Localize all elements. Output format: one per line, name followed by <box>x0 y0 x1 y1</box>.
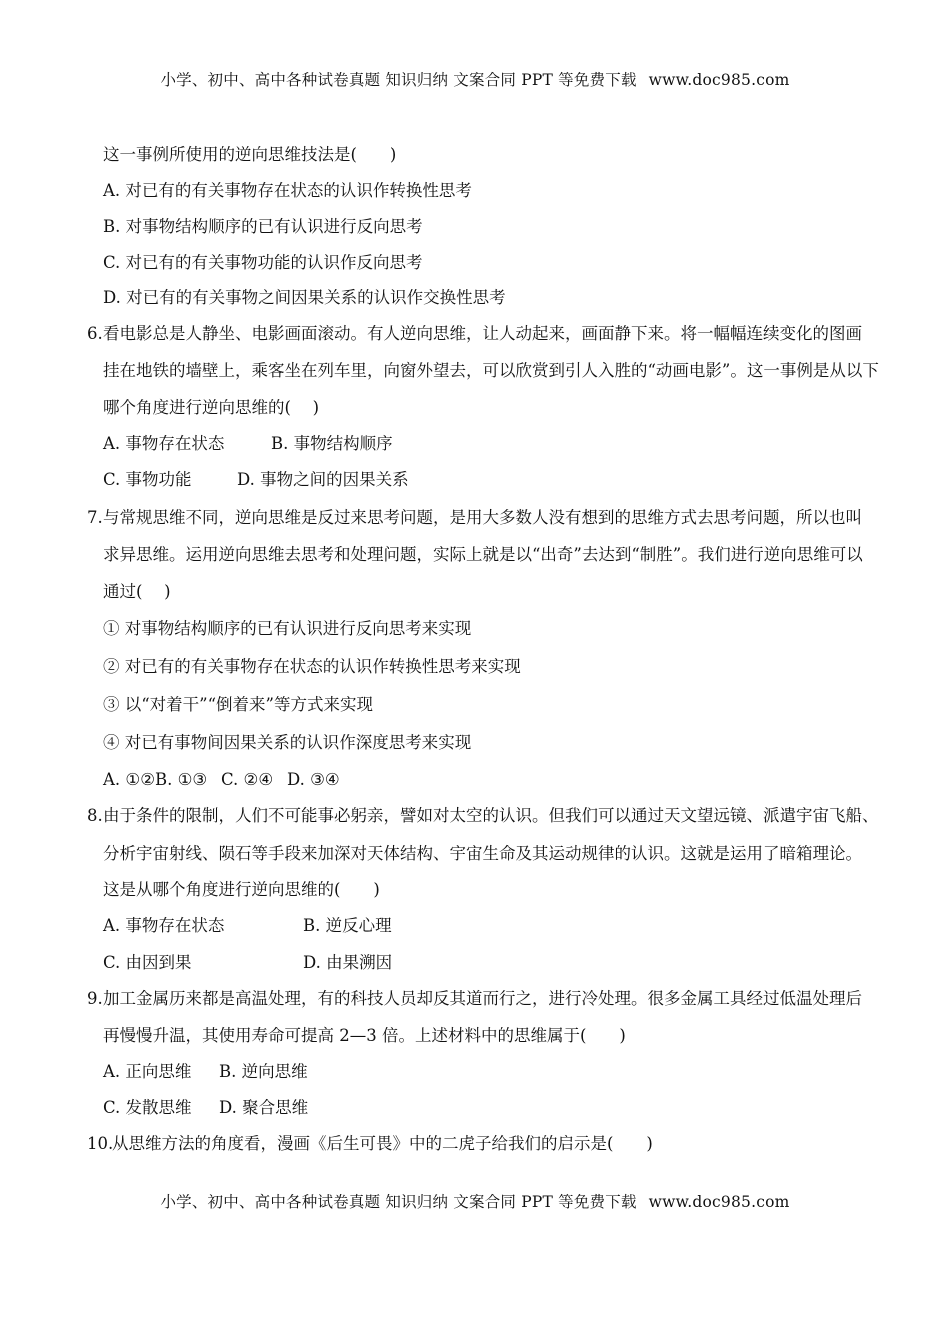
q6-line-2: 挂在地铁的墙壁上，乘客坐在列车里，向窗外望去，可以欣赏到引人入胜的“动画电影”。这一事例是从以下 <box>103 361 879 380</box>
q9-number: 9. <box>87 989 103 1008</box>
q9-option-a: A. 正向思维 <box>103 1062 192 1081</box>
q6-number: 6. <box>87 324 103 343</box>
q8-option-a: A. 事物存在状态 <box>103 916 225 935</box>
q7-item-1: ① 对事物结构顺序的已有认识进行反向思考来实现 <box>103 619 472 638</box>
q5-option-b: B. 对事物结构顺序的已有认识进行反向思考 <box>103 217 423 236</box>
q5-stem: 这一事例所使用的逆向思维技法是( ) <box>103 145 397 164</box>
q7-option-b: B. ①③ <box>155 770 208 789</box>
q6-line-1: 看电影总是人静坐、电影画面滚动。有人逆向思维，让人动起来，画面静下来。将一幅幅连续变化的图画 <box>103 324 862 343</box>
q7-option-c: C. ②④ <box>221 770 274 789</box>
q7-number: 7. <box>87 508 103 527</box>
header-text: 小学、初中、高中各种试卷真题 知识归纳 文案合同 PPT 等免费下载 <box>160 71 637 89</box>
page-footer <box>0 1190 950 1212</box>
q8-line-3: 这是从哪个角度进行逆向思维的( ) <box>103 880 380 899</box>
q6-option-c: C. 事物功能 <box>103 470 192 489</box>
footer-text: 小学、初中、高中各种试卷真题 知识归纳 文案合同 PPT 等免费下载 <box>160 1193 637 1211</box>
q8-line-1: 由于条件的限制，人们不可能事必躬亲，譬如对太空的认识。但我们可以通过天文望远镜、派遣宇宙飞船、 <box>103 806 879 825</box>
q6-option-a: A. 事物存在状态 <box>103 434 225 453</box>
q7-item-3: ③ 以“对着干”“倒着来”等方式来实现 <box>103 695 373 714</box>
q8-option-d: D. 由果溯因 <box>303 953 393 972</box>
q7-line-3: 通过( ) <box>103 582 171 601</box>
footer-site: www.doc985.com <box>648 1193 790 1211</box>
q5-option-a: A. 对已有的有关事物存在状态的认识作转换性思考 <box>103 181 472 200</box>
q8-option-c: C. 由因到果 <box>103 953 192 972</box>
q8-number: 8. <box>87 806 103 825</box>
q7-item-2: ② 对已有的有关事物存在状态的认识作转换性思考来实现 <box>103 657 521 676</box>
q10-number: 10. <box>87 1134 114 1153</box>
q6-option-d: D. 事物之间的因果关系 <box>237 470 409 489</box>
q8-option-b: B. 逆反心理 <box>303 916 392 935</box>
q6-option-b: B. 事物结构顺序 <box>271 434 393 453</box>
q7-line-1: 与常规思维不同，逆向思维是反过来思考问题，是用大多数人没有想到的思维方式去思考问题，所以也叫 <box>103 508 862 527</box>
q6-line-3: 哪个角度进行逆向思维的( ) <box>103 398 320 417</box>
q9-option-c: C. 发散思维 <box>103 1098 192 1117</box>
q10-line-1: 从思维方法的角度看，漫画《后生可畏》中的二虎子给我们的启示是( ) <box>112 1134 653 1153</box>
header-site: www.doc985.com <box>648 71 790 89</box>
q5-option-c: C. 对已有的有关事物功能的认识作反向思考 <box>103 253 423 272</box>
q8-line-2: 分析宇宙射线、陨石等手段来加深对天体结构、宇宙生命及其运动规律的认识。这就是运用了暗箱理论。 <box>103 844 862 863</box>
q9-option-b: B. 逆向思维 <box>219 1062 308 1081</box>
q7-option-a: A. ①② <box>103 770 155 789</box>
q7-line-2: 求异思维。运用逆向思维去思考和处理问题，实际上就是以“出奇”去达到“制胜”。我们进行逆向思维可以 <box>103 545 863 564</box>
q5-option-d: D. 对已有的有关事物之间因果关系的认识作交换性思考 <box>103 288 506 307</box>
q9-line-2: 再慢慢升温，其使用寿命可提高 2—3 倍。上述材料中的思维属于( ) <box>103 1026 626 1045</box>
q9-line-1: 加工金属历来都是高温处理，有的科技人员却反其道而行之，进行冷处理。很多金属工具经过低温处理后 <box>103 989 862 1008</box>
q7-option-d: D. ③④ <box>287 770 340 789</box>
q9-option-d: D. 聚合思维 <box>219 1098 309 1117</box>
q7-item-4: ④ 对已有事物间因果关系的认识作深度思考来实现 <box>103 733 472 752</box>
